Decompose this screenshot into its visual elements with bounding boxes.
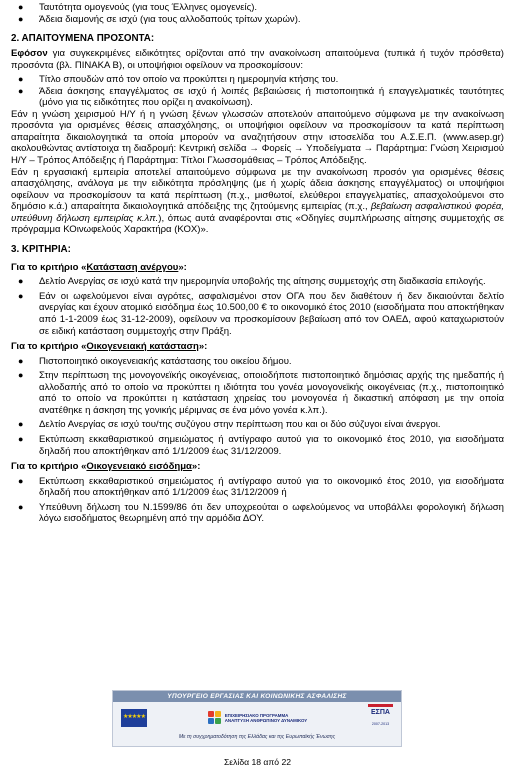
list-item: ● Άδεια άσκησης επαγγέλματος σε ισχύ ή λοιπές βεβαιώσεις ή πιστοποιητικά ή επαγγελματικές ταυτότητες (μόνο για τις ειδικότητες που ορίζει η ανακοίνωση).: [11, 86, 504, 109]
list-item: ● Εκτύπωση εκκαθαριστικού σημειώματος ή αντίγραφο αυτού για το οικονομικό έτος 2010, για εισοδήματα δηλαδή που αποκτήθηκαν από 1/1/2009 έως 31/12/2009 ή: [11, 476, 504, 499]
espa-logo: ΕΣΠΑ 2007-2013: [368, 704, 393, 730]
paragraph: Εφόσον για συγκεκριμένες ειδικότητες ορίζονται από την ανακοίνωση απαιτούμενα (τυπικά ή τυχόν πρόσθετα) προσόντα (βλ. ΠΙΝΑΚΑ Β), οι υποψήφιοι οφείλουν να προσκομίσουν:: [11, 48, 504, 71]
bullet-icon: ●: [18, 433, 24, 444]
bullet-icon: ●: [18, 276, 24, 287]
bullet-icon: ●: [18, 290, 24, 301]
list-item: ● Εάν οι ωφελούμενοι είναι αγρότες, ασφαλισμένοι στον ΟΓΑ που δεν διαθέτουν ή δεν δικαιούνται δελτίο ανεργίας και έχουν ατομικό εισόδημα έως 10.500,00 € το οικονομικό έτος 2010 (εισοδήματα που αποκτήθηκαν από 1-1-2009 έως 31-12-2009), οφείλουν να προσκομίσουν βεβαίωση από τον ΟΑΕΔ, αφού καταχωριστούν σε ειδική κατάσταση συμμετοχής στην Πράξη.: [11, 291, 504, 337]
bullet-icon: ●: [18, 370, 24, 381]
program-logo: ΕΠΙΧΕΙΡΗΣΙΑΚΟ ΠΡΟΓΡΑΜΜΑ ΑΝΑΠΤΥΞΗ ΑΝΘΡΩΠΙΝΟΥ ΔΥΝΑΜΙΚΟΥ: [208, 711, 308, 725]
criterion-heading: Για το κριτήριο «Κατάσταση ανέργου»:: [11, 261, 187, 273]
bullet-icon: ●: [18, 501, 24, 512]
bullet-icon: ●: [18, 2, 24, 12]
bullet-icon: ●: [18, 74, 24, 85]
ministry-header: ΥΠΟΥΡΓΕΙΟ ΕΡΓΑΣΙΑΣ ΚΑΙ ΚΟΙΝΩΝΙΚΗΣ ΑΣΦΑΛΙΣΗΣ: [113, 691, 401, 702]
section-heading: 2. ΑΠΑΙΤΟΥΜΕΝΑ ΠΡΟΣΟΝΤΑ:: [11, 33, 155, 45]
list-item: ● Υπεύθυνη δήλωση του Ν.1599/86 ότι δεν υποχρεούται ο ωφελούμενος να υποβάλλει φορολογική δήλωση λόγω εισοδήματος θεωρημένη από την αρμόδια ΔΟΥ.: [11, 502, 504, 525]
eu-flag-icon: ★★★★★: [121, 709, 147, 727]
list-item: ● Τίτλο σπουδών από τον οποίο να προκύπτει η ημερομηνία κτήσης του.: [11, 74, 504, 86]
paragraph: Εάν η εργασιακή εμπειρία αποτελεί απαιτούμενο σύμφωνα με την ανακοίνωση προσόν για ορισμένες θέσεις απασχόλησης, ανάλογα με την ειδικότητα πρόσληψης (με ή χωρίς άδεια άσκησης επαγγέλματος) οι υποψήφιοι οφείλουν να προσκομίσουν τα κατά περίπτωση (π.χ., μισθωτοί, ελεύθεροι επαγγελματίες, απασχολούμενοι στο δημόσιο κ.ά.) απαραίτητα δικαιολογητικά απόδειξης της ζητούμενης εμπειρίας (π.χ., βεβαίωση ασφαλιστικού φορέα, υπεύθυνη δήλωση εμπειρίας κ.λπ.), όπως αυτά αναφέρονται στις «Οδηγίες συμπλήρωσης αίτησης συμμετοχής σε πρόγραμμα ΚΟινωφελούς Χαρακτήρα (ΚΟΧ)».: [11, 166, 505, 236]
bullet-icon: ●: [18, 475, 24, 486]
list-item: ● Πιστοποιητικό οικογενειακής κατάστασης του οικείου δήμου.: [11, 356, 504, 368]
page-number: Σελίδα 18 από 22: [223, 757, 292, 767]
paragraph: Εάν η γνώση χειρισμού Η/Υ ή η γνώση ξένων γλωσσών αποτελούν απαιτούμενο σύμφωνα με την ανακοίνωση προσόντα για ορισμένες θέσεις απασχόλησης, οι υποψήφιοι οφείλουν να προσκομίσουν τα κατά περίπτωση απαραίτητα δικαιολογητικά τα οποία μπορούν να αναζητήσουν στην ιστοσελίδα του Α.Σ.Ε.Π. (www.asep.gr) ακολουθώντας αντίστοιχα τη διαδρομή: Κεντρική σελίδα → Φορείς → Υποδείγματα → Παράρτημα: Γνώση Χειρισμού Η/Υ – Τρόπος Απόδειξης ή Παράρτημα: Τίτλοι Γλωσσομάθειας – Τρόπος Απόδειξης.: [11, 108, 504, 167]
bullet-icon: ●: [18, 355, 24, 366]
list-item: ● Ταυτότητα ομογενούς (για τους Έλληνες ομογενείς).: [11, 2, 504, 14]
bullet-icon: ●: [18, 419, 24, 430]
funding-banner: [112, 690, 402, 747]
list-item: ● Δελτίο Ανεργίας σε ισχύ κατά την ημερομηνία υποβολής της αίτησης συμμετοχής στη διαδικασία επιλογής.: [11, 276, 504, 288]
bullet-icon: ●: [18, 85, 24, 96]
funding-caption: Με τη συγχρηματοδότηση της Ελλάδας και της Ευρωπαϊκής Ένωσης: [178, 734, 336, 740]
list-item: ● Εκτύπωση εκκαθαριστικού σημειώματος ή αντίγραφο αυτού για το οικονομικό έτος 2010, για εισοδήματα δηλαδή που αποκτήθηκαν από 1/1/2009 έως 31/12/2009.: [11, 434, 504, 457]
criterion-heading: Για το κριτήριο «Οικογενειακή κατάσταση»:: [11, 341, 208, 353]
list-item: ● Άδεια διαμονής σε ισχύ (για τους αλλοδαπούς τρίτων χωρών).: [11, 14, 504, 26]
list-item: ● Στην περίπτωση της μονογονεϊκής οικογένειας, οποιοδήποτε πιστοποιητικό δημόσιας αρχής της ημεδαπής ή αλλοδαπής από το οποίο να προκύπτει η ιδιότητα του γονέα μονογονεϊκής οικογένειας (π.χ., πιστοποιητικό από το οποίο να προκύπτει η κατάσταση χηρείας του μονογονέα ή δικαστική απόφαση με την οποία ανατέθηκε η άσκηση της γονικής μέριμνας σε ένα μόνο γονέα κ.λπ.).: [11, 370, 504, 416]
bullet-icon: ●: [18, 13, 24, 24]
section-heading: 3. ΚΡΙΤΗΡΙΑ:: [11, 243, 71, 255]
criterion-heading: Για το κριτήριο «Οικογενειακό εισόδημα»:: [11, 461, 201, 473]
list-item: ● Δελτίο Ανεργίας σε ισχύ του/της συζύγου στην περίπτωση που και οι δύο σύζυγοι είναι άνεργοι.: [11, 419, 504, 431]
program-mark-icon: [208, 711, 222, 725]
